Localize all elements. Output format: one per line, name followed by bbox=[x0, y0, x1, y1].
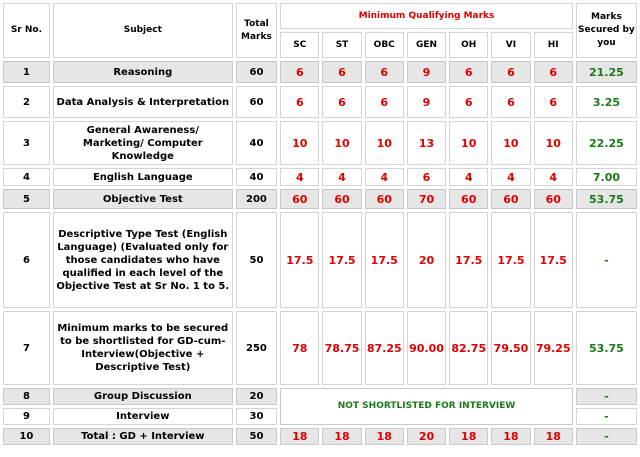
mark-gen: 6 bbox=[407, 168, 446, 186]
row-sr: 10 bbox=[3, 428, 50, 445]
mark-oh: 6 bbox=[449, 61, 488, 83]
mark-vi: 17.5 bbox=[491, 212, 530, 308]
row-sr: 8 bbox=[3, 388, 50, 405]
mark-vi: 79.50 bbox=[491, 311, 530, 385]
row-total: 50 bbox=[236, 212, 277, 308]
table-row bbox=[3, 168, 637, 186]
table-row bbox=[3, 212, 637, 308]
mark-vi: 4 bbox=[491, 168, 530, 186]
header-total-marks: Total Marks bbox=[236, 3, 277, 58]
row-total: 50 bbox=[236, 428, 277, 445]
mark-st: 78.75 bbox=[322, 311, 361, 385]
mark-vi: 6 bbox=[491, 86, 530, 118]
header-cat-hi: HI bbox=[534, 32, 573, 58]
row-total: 20 bbox=[236, 388, 277, 405]
row-total: 40 bbox=[236, 121, 277, 165]
mark-st: 10 bbox=[322, 121, 361, 165]
table-row bbox=[3, 311, 637, 385]
mark-gen: 9 bbox=[407, 61, 446, 83]
marks-secured: 53.75 bbox=[576, 311, 637, 385]
mark-oh: 18 bbox=[449, 428, 488, 445]
mark-oh: 4 bbox=[449, 168, 488, 186]
header-cat-st: ST bbox=[322, 32, 361, 58]
row-subject: Descriptive Type Test (English Language) (Evaluated only for those candidates who have qualified in each level of the Objective Test at Sr No. 1 to 5. bbox=[53, 212, 233, 308]
row-subject: General Awareness/ Marketing/ Computer Knowledge bbox=[53, 121, 233, 165]
row-sr: 4 bbox=[3, 168, 50, 186]
header-cat-gen: GEN bbox=[407, 32, 446, 58]
mark-st: 17.5 bbox=[322, 212, 361, 308]
mark-vi: 6 bbox=[491, 61, 530, 83]
mark-obc: 60 bbox=[365, 189, 404, 209]
mark-st: 18 bbox=[322, 428, 361, 445]
row-subject: Group Discussion bbox=[53, 388, 233, 405]
mark-sc: 17.5 bbox=[280, 212, 319, 308]
row-total: 30 bbox=[236, 408, 277, 425]
mark-oh: 82.75 bbox=[449, 311, 488, 385]
mark-hi: 6 bbox=[534, 61, 573, 83]
mark-vi: 60 bbox=[491, 189, 530, 209]
header-subject: Subject bbox=[53, 3, 233, 58]
mark-obc: 6 bbox=[365, 86, 404, 118]
header-min-qualifying: Minimum Qualifying Marks bbox=[280, 3, 573, 29]
mark-vi: 10 bbox=[491, 121, 530, 165]
mark-obc: 17.5 bbox=[365, 212, 404, 308]
mark-sc: 10 bbox=[280, 121, 319, 165]
row-sr: 3 bbox=[3, 121, 50, 165]
mark-sc: 6 bbox=[280, 61, 319, 83]
mark-hi: 6 bbox=[534, 86, 573, 118]
row-subject: Total : GD + Interview bbox=[53, 428, 233, 445]
row-subject: Data Analysis & Interpretation bbox=[53, 86, 233, 118]
row-subject: Objective Test bbox=[53, 189, 233, 209]
mark-st: 6 bbox=[322, 86, 361, 118]
row-total: 40 bbox=[236, 168, 277, 186]
mark-gen: 90.00 bbox=[407, 311, 446, 385]
mark-gen: 70 bbox=[407, 189, 446, 209]
mark-oh: 6 bbox=[449, 86, 488, 118]
row-subject: Minimum marks to be secured to be shortlisted for GD-cum-Interview(Objective + Descriptive Test) bbox=[53, 311, 233, 385]
marks-secured: 22.25 bbox=[576, 121, 637, 165]
mark-sc: 4 bbox=[280, 168, 319, 186]
row-subject: Reasoning bbox=[53, 61, 233, 83]
row-subject: English Language bbox=[53, 168, 233, 186]
marks-secured: 3.25 bbox=[576, 86, 637, 118]
header-cat-sc: SC bbox=[280, 32, 319, 58]
mark-gen: 20 bbox=[407, 428, 446, 445]
table-row bbox=[3, 61, 637, 83]
mark-gen: 9 bbox=[407, 86, 446, 118]
header-cat-obc: OBC bbox=[365, 32, 404, 58]
row-sr: 6 bbox=[3, 212, 50, 308]
row-sr: 7 bbox=[3, 311, 50, 385]
marks-secured: 53.75 bbox=[576, 189, 637, 209]
table-row bbox=[3, 388, 637, 405]
marks-secured: - bbox=[576, 388, 637, 405]
mark-gen: 20 bbox=[407, 212, 446, 308]
mark-oh: 17.5 bbox=[449, 212, 488, 308]
mark-hi: 79.25 bbox=[534, 311, 573, 385]
row-sr: 1 bbox=[3, 61, 50, 83]
row-sr: 5 bbox=[3, 189, 50, 209]
header-cat-vi: VI bbox=[491, 32, 530, 58]
marks-secured: - bbox=[576, 408, 637, 425]
mark-st: 4 bbox=[322, 168, 361, 186]
mark-oh: 60 bbox=[449, 189, 488, 209]
mark-gen: 13 bbox=[407, 121, 446, 165]
marks-secured: - bbox=[576, 428, 637, 445]
mark-hi: 60 bbox=[534, 189, 573, 209]
row-sr: 2 bbox=[3, 86, 50, 118]
marks-secured: 7.00 bbox=[576, 168, 637, 186]
mark-sc: 6 bbox=[280, 86, 319, 118]
not-shortlisted-notice: NOT SHORTLISTED FOR INTERVIEW bbox=[280, 388, 573, 425]
mark-sc: 78 bbox=[280, 311, 319, 385]
mark-oh: 10 bbox=[449, 121, 488, 165]
mark-hi: 4 bbox=[534, 168, 573, 186]
row-total: 200 bbox=[236, 189, 277, 209]
mark-hi: 18 bbox=[534, 428, 573, 445]
table-row bbox=[3, 428, 637, 445]
marks-secured: - bbox=[576, 212, 637, 308]
header-marks-secured: Marks Secured by you bbox=[576, 3, 637, 58]
row-total: 250 bbox=[236, 311, 277, 385]
mark-hi: 10 bbox=[534, 121, 573, 165]
mark-st: 60 bbox=[322, 189, 361, 209]
row-sr: 9 bbox=[3, 408, 50, 425]
mark-obc: 87.25 bbox=[365, 311, 404, 385]
mark-st: 6 bbox=[322, 61, 361, 83]
mark-hi: 17.5 bbox=[534, 212, 573, 308]
table-row bbox=[3, 86, 637, 118]
mark-vi: 18 bbox=[491, 428, 530, 445]
mark-sc: 18 bbox=[280, 428, 319, 445]
mark-obc: 4 bbox=[365, 168, 404, 186]
mark-sc: 60 bbox=[280, 189, 319, 209]
mark-obc: 18 bbox=[365, 428, 404, 445]
row-total: 60 bbox=[236, 86, 277, 118]
marks-secured: 21.25 bbox=[576, 61, 637, 83]
table-row bbox=[3, 189, 637, 209]
row-subject: Interview bbox=[53, 408, 233, 425]
header-sr-no: Sr No. bbox=[3, 3, 50, 58]
mark-obc: 10 bbox=[365, 121, 404, 165]
header-cat-oh: OH bbox=[449, 32, 488, 58]
table-row bbox=[3, 121, 637, 165]
mark-obc: 6 bbox=[365, 61, 404, 83]
row-total: 60 bbox=[236, 61, 277, 83]
